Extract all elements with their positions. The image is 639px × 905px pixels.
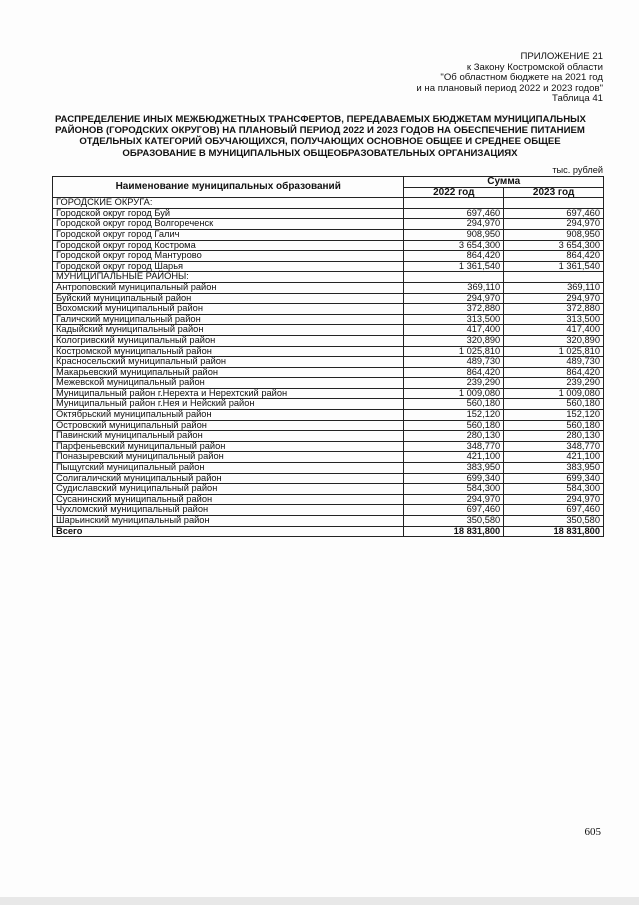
total-label: Всего <box>53 526 404 537</box>
amount-2022: 697,460 <box>404 505 504 516</box>
empty-cell <box>504 272 604 283</box>
amount-2023: 369,110 <box>504 282 604 293</box>
annex-line: и на плановый период 2022 и 2023 годов" <box>416 82 603 94</box>
annex-line: ПРИЛОЖЕНИЕ 21 <box>520 51 603 62</box>
municipality-name: Судиславский муниципальный район <box>53 484 404 495</box>
amount-2023: 864,420 <box>504 251 604 262</box>
empty-cell <box>404 198 504 209</box>
amount-2023: 560,180 <box>504 399 604 410</box>
municipality-name: Кологривский муниципальный район <box>53 335 404 346</box>
table-row <box>53 399 604 410</box>
amount-2023: 560,180 <box>504 420 604 431</box>
amount-2023: 280,130 <box>504 431 604 442</box>
table-row <box>53 494 604 505</box>
table-row <box>53 357 604 368</box>
municipality-name: Муниципальный район г.Нерехта и Нерехтский район <box>53 388 404 399</box>
table-row <box>53 229 604 240</box>
amount-2023: 1 009,080 <box>504 388 604 399</box>
table-row <box>53 325 604 336</box>
header-year-2022: 2022 год <box>404 187 504 198</box>
amount-2023: 584,300 <box>504 484 604 495</box>
municipality-name: Чухломский муниципальный район <box>53 505 404 516</box>
scan-edge <box>0 897 639 905</box>
title-line: ОТДЕЛЬНЫХ КАТЕГОРИЙ ОБУЧАЮЩИХСЯ, ПОЛУЧАЮЩИХ ОСНОВНОЕ ОБЩЕЕ И СРЕДНЕЕ ОБЩЕЕ <box>79 136 561 148</box>
municipality-name: Поназыревский муниципальный район <box>53 452 404 463</box>
municipality-name: Галичский муниципальный район <box>53 314 404 325</box>
section-row <box>53 198 604 209</box>
amount-2023: 383,950 <box>504 463 604 474</box>
table-row <box>53 346 604 357</box>
amount-2023: 294,970 <box>504 494 604 505</box>
section-label: ГОРОДСКИЕ ОКРУГА: <box>53 198 404 209</box>
amount-2022: 383,950 <box>404 463 504 474</box>
amount-2023: 3 654,300 <box>504 240 604 251</box>
annex-line: Таблица 41 <box>552 93 603 105</box>
table-row <box>53 282 604 293</box>
table-row <box>53 431 604 442</box>
annex-line: "Об областном бюджете на 2021 год <box>440 72 603 84</box>
amount-2023: 294,970 <box>504 219 604 230</box>
municipality-name: Сусанинский муниципальный район <box>53 494 404 505</box>
amount-2022: 489,730 <box>404 357 504 368</box>
amount-2023: 697,460 <box>504 505 604 516</box>
table-row <box>53 304 604 315</box>
amount-2023: 489,730 <box>504 357 604 368</box>
municipality-name: Кадыйский муниципальный район <box>53 325 404 336</box>
table-row <box>53 208 604 219</box>
municipality-name: Антроповский муниципальный район <box>53 282 404 293</box>
table-row <box>53 441 604 452</box>
table-row <box>53 484 604 495</box>
total-2022: 18 831,800 <box>404 526 504 537</box>
municipality-name: Городской округ город Галич <box>53 229 404 240</box>
amount-2022: 864,420 <box>404 367 504 378</box>
units-label: тыс. рублей <box>552 165 603 175</box>
table-row <box>53 251 604 262</box>
municipality-name: Костромской муниципальный район <box>53 346 404 357</box>
amount-2023: 313,500 <box>504 314 604 325</box>
amount-2023: 417,400 <box>504 325 604 336</box>
annex-header <box>416 52 603 105</box>
amount-2022: 560,180 <box>404 399 504 410</box>
total-2023: 18 831,800 <box>504 526 604 537</box>
municipality-name: Пыщугский муниципальный район <box>53 463 404 474</box>
table-row <box>53 516 604 527</box>
empty-cell <box>504 198 604 209</box>
amount-2023: 1 361,540 <box>504 261 604 272</box>
distribution-table <box>52 176 604 537</box>
amount-2022: 1 009,080 <box>404 388 504 399</box>
municipality-name: Парфеньевский муниципальный район <box>53 441 404 452</box>
title-line: РАСПРЕДЕЛЕНИЕ ИНЫХ МЕЖБЮДЖЕТНЫХ ТРАНСФЕРТОВ, ПЕРЕДАВАЕМЫХ БЮДЖЕТАМ МУНИЦИПАЛЬНЫХ <box>55 114 586 125</box>
amount-2022: 350,580 <box>404 516 504 527</box>
amount-2023: 294,970 <box>504 293 604 304</box>
amount-2022: 294,970 <box>404 494 504 505</box>
amount-2022: 1 361,540 <box>404 261 504 272</box>
amount-2022: 864,420 <box>404 251 504 262</box>
amount-2023: 348,770 <box>504 441 604 452</box>
table-row <box>53 219 604 230</box>
amount-2023: 908,950 <box>504 229 604 240</box>
municipality-name: Красносельский муниципальный район <box>53 357 404 368</box>
amount-2022: 421,100 <box>404 452 504 463</box>
amount-2022: 320,890 <box>404 335 504 346</box>
amount-2023: 1 025,810 <box>504 346 604 357</box>
amount-2022: 239,290 <box>404 378 504 389</box>
amount-2023: 421,100 <box>504 452 604 463</box>
amount-2023: 350,580 <box>504 516 604 527</box>
municipality-name: Межевской муниципальный район <box>53 378 404 389</box>
municipality-name: Городской округ город Кострома <box>53 240 404 251</box>
table-row <box>53 367 604 378</box>
section-row <box>53 272 604 283</box>
annex-line: к Закону Костромской области <box>466 61 603 73</box>
amount-2023: 697,460 <box>504 208 604 219</box>
table-body <box>53 198 604 537</box>
title-line: ОБРАЗОВАНИЕ В МУНИЦИПАЛЬНЫХ ОБЩЕОБРАЗОВАТЕЛЬНЫХ ОРГАНИЗАЦИЯХ <box>122 147 518 159</box>
amount-2023: 864,420 <box>504 367 604 378</box>
amount-2022: 560,180 <box>404 420 504 431</box>
amount-2022: 313,500 <box>404 314 504 325</box>
table-row <box>53 505 604 516</box>
table-row <box>53 378 604 389</box>
amount-2023: 152,120 <box>504 410 604 421</box>
amount-2022: 417,400 <box>404 325 504 336</box>
table-row <box>53 314 604 325</box>
table-row <box>53 240 604 251</box>
municipality-name: Буйский муниципальный район <box>53 293 404 304</box>
table-row <box>53 293 604 304</box>
amount-2022: 294,970 <box>404 293 504 304</box>
header-name: Наименование муниципальных образований <box>53 177 404 198</box>
municipality-name: Муниципальный район г.Нея и Нейский район <box>53 399 404 410</box>
municipality-name: Шарьинский муниципальный район <box>53 516 404 527</box>
header-sum: Сумма <box>404 177 604 188</box>
section-label: МУНИЦИПАЛЬНЫЕ РАЙОНЫ: <box>53 272 404 283</box>
amount-2023: 699,340 <box>504 473 604 484</box>
amount-2022: 584,300 <box>404 484 504 495</box>
table-row <box>53 452 604 463</box>
total-row <box>53 526 604 537</box>
amount-2023: 320,890 <box>504 335 604 346</box>
amount-2023: 372,880 <box>504 304 604 315</box>
municipality-name: Вохомский муниципальный район <box>53 304 404 315</box>
title-line: РАЙОНОВ (ГОРОДСКИХ ОКРУГОВ) НА ПЛАНОВЫЙ ПЕРИОД 2022 И 2023 ГОДОВ НА ОБЕСПЕЧЕНИЕ ПИТАНИЕМ <box>55 125 585 137</box>
page-number: 605 <box>584 826 601 838</box>
amount-2022: 152,120 <box>404 410 504 421</box>
table-row <box>53 463 604 474</box>
amount-2022: 697,460 <box>404 208 504 219</box>
amount-2023: 239,290 <box>504 378 604 389</box>
amount-2022: 280,130 <box>404 431 504 442</box>
amount-2022: 369,110 <box>404 282 504 293</box>
municipality-name: Городской округ город Волгореченск <box>53 219 404 230</box>
table-row <box>53 420 604 431</box>
amount-2022: 1 025,810 <box>404 346 504 357</box>
table-row <box>53 335 604 346</box>
municipality-name: Городской округ город Мантурово <box>53 251 404 262</box>
municipality-name: Павинский муниципальный район <box>53 431 404 442</box>
municipality-name: Макарьевский муниципальный район <box>53 367 404 378</box>
table-row <box>53 473 604 484</box>
amount-2022: 348,770 <box>404 441 504 452</box>
amount-2022: 294,970 <box>404 219 504 230</box>
municipality-name: Островский муниципальный район <box>53 420 404 431</box>
amount-2022: 3 654,300 <box>404 240 504 251</box>
municipality-name: Городской округ город Буй <box>53 208 404 219</box>
header-year-2023: 2023 год <box>504 187 604 198</box>
municipality-name: Солигаличский муниципальный район <box>53 473 404 484</box>
municipality-name: Октябрьский муниципальный район <box>53 410 404 421</box>
empty-cell <box>404 272 504 283</box>
document-title <box>55 114 585 159</box>
table-row <box>53 388 604 399</box>
table-row <box>53 410 604 421</box>
amount-2022: 908,950 <box>404 229 504 240</box>
municipality-name: Городской округ город Шарья <box>53 261 404 272</box>
amount-2022: 372,880 <box>404 304 504 315</box>
amount-2022: 699,340 <box>404 473 504 484</box>
